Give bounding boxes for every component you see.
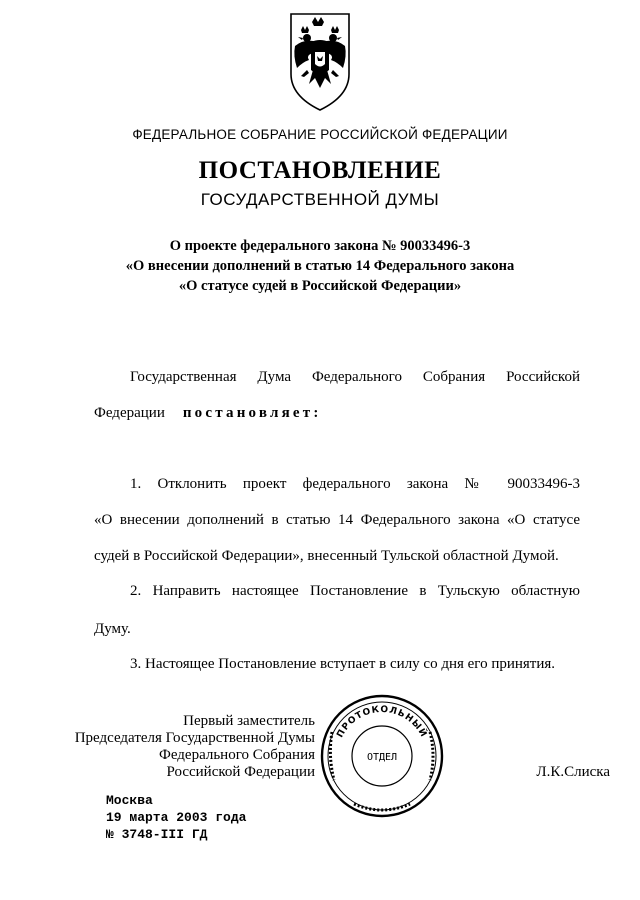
preamble-decides: постановляет:: [182, 405, 322, 421]
assembly-name: ФЕДЕРАЛЬНОЕ СОБРАНИЕ РОССИЙСКОЙ ФЕДЕРАЦИИ: [132, 127, 508, 142]
document-issuer: ГОСУДАРСТВЕННОЙ ДУМЫ: [200, 190, 440, 209]
seal-center-text: ОТДЕЛ: [366, 752, 398, 763]
document-type: ПОСТАНОВЛЕНИЕ: [198, 157, 442, 184]
preamble-federation: Федерации: [94, 405, 165, 421]
item-1-line-1: 1. Отклонить проект федерального закона № 90033496-3: [130, 476, 580, 492]
subject-line-3: «О статусе судей в Российской Федерации»: [178, 278, 462, 294]
signatory-title-line-3: Федерального Собрания: [158, 747, 315, 763]
footer-number: № 3748-III ГД: [106, 827, 208, 842]
double-headed-eagle-emblem-icon: [287, 12, 353, 112]
item-3-line-1: 3. Настоящее Постановление вступает в силу со дня его принятия.: [130, 656, 556, 672]
signatory-title-line-4: Российской Федерации: [166, 764, 315, 780]
subject-line-2: «О внесении дополнений в статью 14 Федерального закона: [125, 258, 515, 274]
svg-text:ПРОТОКОЛЬНЫЙ: [335, 705, 430, 740]
item-1-line-3: судей в Российской Федерации», внесенный Тульской областной Думой.: [94, 548, 559, 564]
signatory-title-line-1: Первый заместитель: [183, 713, 315, 729]
preamble-line-1: Государственная Дума Федерального Собрания Российской: [130, 369, 580, 385]
footer-date: 19 марта 2003 года: [106, 810, 247, 825]
item-1-line-2: «О внесении дополнений в статью 14 Федерального закона «О статусе: [94, 512, 580, 528]
round-seal-stamp-icon: [318, 692, 446, 820]
document-footer: [106, 792, 246, 843]
signatory-title-line-2: Председателя Государственной Думы: [74, 730, 315, 746]
signatory-title: [60, 713, 315, 781]
preamble-line-2: [94, 403, 580, 423]
item-2-line-1: 2. Направить настоящее Постановление в Тульскую областную: [130, 583, 580, 599]
document-subject: [0, 236, 640, 296]
item-2-line-2: Думу.: [94, 621, 131, 637]
seal-top-text: ПРОТОКОЛЬНЫЙ: [335, 704, 429, 740]
signatory-name: Л.К.Слиска: [536, 764, 610, 780]
footer-city: Москва: [106, 793, 153, 808]
subject-line-1: О проекте федерального закона № 90033496-3: [169, 238, 471, 254]
